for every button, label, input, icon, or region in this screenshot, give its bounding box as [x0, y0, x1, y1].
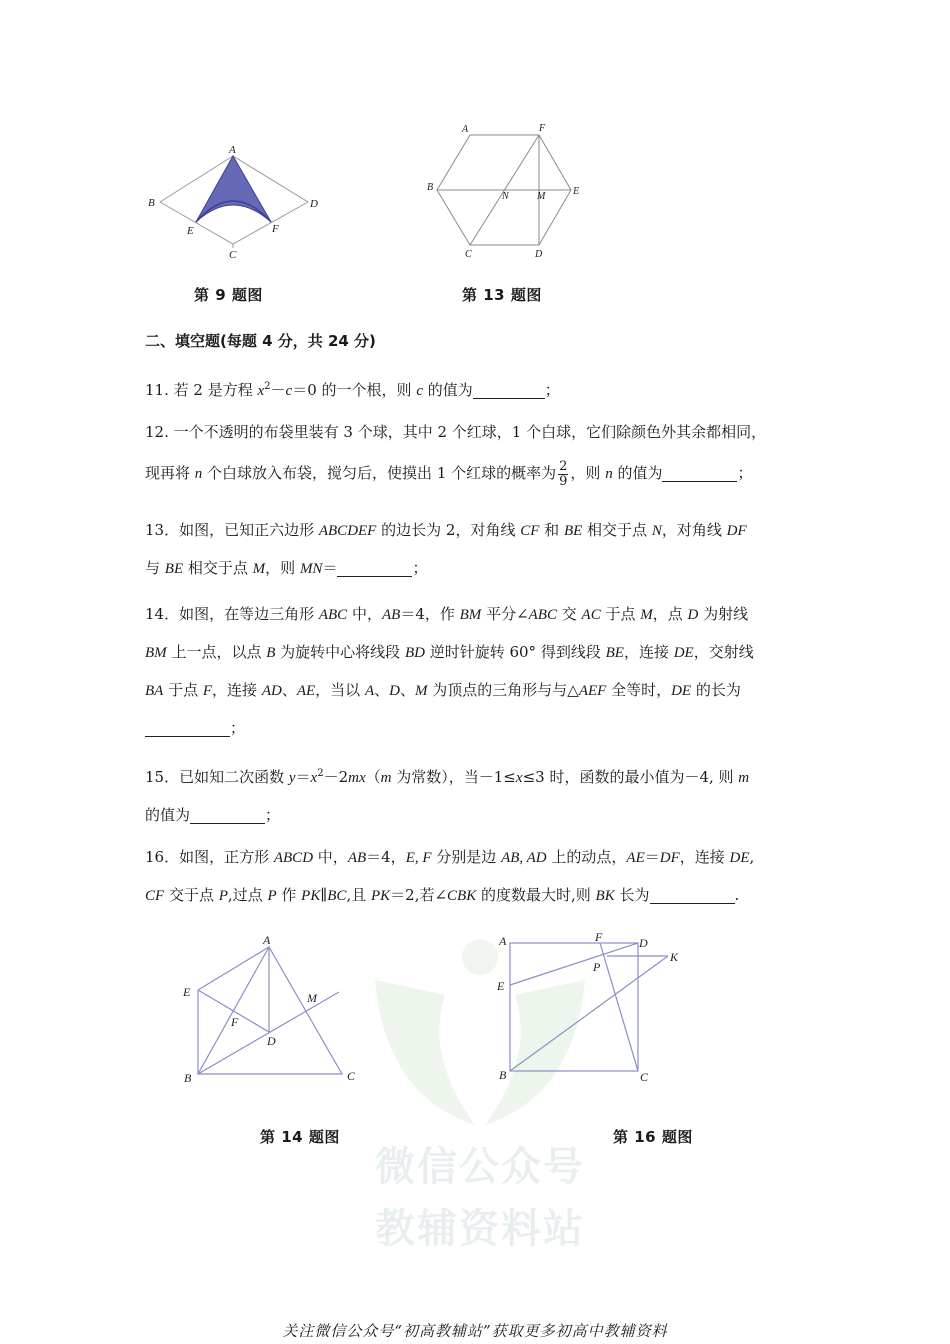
q16-var: CBK: [447, 888, 477, 904]
figure-14: [175, 930, 370, 1090]
q16-var: P: [267, 888, 277, 904]
q14-var: ABC: [318, 607, 348, 623]
q14-text: ＝4，作: [400, 605, 460, 623]
q11-text: ＝0 的一个根，则: [292, 381, 417, 399]
q13-text: 的边长为 2，对角线: [376, 521, 521, 539]
q12-var-n: n: [194, 466, 203, 482]
q16-var: AB, AD: [501, 850, 547, 866]
q14-text: 全等时，: [606, 681, 672, 699]
q16-text: 16．如图，正方形: [145, 848, 274, 866]
q12-text: 的值为: [612, 464, 663, 482]
q14-text: 逆时针旋转 60° 得到线段: [424, 643, 606, 661]
label-D: D: [267, 1034, 276, 1048]
q14-text: 、: [374, 681, 390, 699]
label-F: F: [272, 223, 279, 235]
q14-text: 平分∠: [481, 605, 529, 623]
label-K: K: [670, 950, 679, 964]
q13-var: DF: [726, 523, 747, 539]
q16-text: 的度数最大时,则: [476, 886, 596, 904]
q14-text: 为旋转中心将线段: [275, 643, 405, 661]
figure-13: [425, 118, 590, 263]
label-E: E: [187, 225, 194, 237]
q13-text: 和: [539, 521, 564, 539]
q16-var: AE: [626, 850, 645, 866]
answer-blank[interactable]: [337, 558, 412, 577]
q11-var-x: x: [257, 383, 265, 399]
q14-text: ，连接: [212, 681, 262, 699]
q11-sup: 2: [264, 381, 271, 392]
q11-text: 11. 若 2 是方程: [145, 381, 258, 399]
label-A: A: [229, 144, 236, 156]
q16-text: ∥: [320, 886, 328, 904]
q14-text: 的长为: [691, 681, 741, 699]
q15-var: mx: [348, 770, 366, 786]
label-C: C: [465, 249, 472, 260]
q16-text: 交于点: [164, 886, 219, 904]
q16-text: 长为: [614, 886, 650, 904]
label-B: B: [427, 182, 434, 193]
label-C: C: [347, 1069, 356, 1083]
question-15: [145, 755, 810, 834]
q13-var: ABCDEF: [318, 523, 377, 539]
figure-13-caption: 第 13 题图: [462, 286, 542, 304]
q14-var: BD: [404, 645, 425, 661]
q11-text: 的值为: [422, 381, 473, 399]
q14-var: BE: [605, 645, 624, 661]
label-M: M: [307, 991, 317, 1005]
label-B: B: [184, 1071, 192, 1085]
label-C: C: [229, 249, 237, 261]
q14-var: AE: [296, 683, 316, 699]
q14-var: D: [389, 683, 400, 699]
q14-text: 为顶点的三角形与与△: [427, 681, 579, 699]
q14-text: 、: [281, 681, 297, 699]
label-E: E: [183, 985, 191, 999]
q13-var: CF: [520, 523, 540, 539]
q16-var: BC: [327, 888, 347, 904]
label-M: M: [537, 191, 546, 202]
q14-var: AB: [381, 607, 401, 623]
figure-14-caption: 第 14 题图: [260, 1128, 340, 1146]
q14-text: 于点: [163, 681, 203, 699]
answer-blank[interactable]: [145, 718, 230, 737]
q13-var: MN: [299, 561, 323, 577]
q16-var: P: [218, 888, 228, 904]
fraction-numerator: 2: [559, 458, 568, 474]
q14-var: AD: [261, 683, 282, 699]
q16-text: ,: [749, 848, 755, 866]
q16-text: ＝: [644, 848, 660, 866]
q16-var: DF: [659, 850, 680, 866]
q12-text: 个白球放入布袋，搅匀后，使摸出 1 个红球的概率为: [202, 464, 557, 482]
answer-blank[interactable]: [650, 885, 735, 904]
q13-text: ，则: [265, 559, 300, 577]
q16-text: 分别是边: [431, 848, 502, 866]
q12-text: ；: [737, 464, 753, 482]
label-N: N: [502, 191, 509, 202]
q15-text: （: [365, 768, 381, 786]
q16-text: ，连接: [679, 848, 730, 866]
q14-text: 中，: [347, 605, 382, 623]
q12-var-n: n: [605, 466, 613, 482]
q15-var: m: [380, 770, 392, 786]
q14-var: DE: [671, 683, 692, 699]
q13-var: N: [651, 523, 662, 539]
q14-var: BA: [145, 683, 164, 699]
q15-sup: 2: [317, 768, 324, 779]
q11-var-c: c: [416, 383, 423, 399]
q16-var: CF: [145, 888, 165, 904]
q13-text: 相交于点: [582, 521, 652, 539]
label-A: A: [462, 124, 469, 135]
label-B: B: [148, 197, 155, 209]
label-F: F: [539, 123, 546, 134]
fraction: [558, 460, 568, 489]
label-D: D: [639, 936, 648, 950]
q14-text: 于点: [600, 605, 641, 623]
q15-text: 为常数），当－1≤: [391, 768, 516, 786]
label-F: F: [231, 1015, 239, 1029]
fraction-denominator: 9: [559, 473, 568, 489]
label-E: E: [497, 979, 505, 993]
label-P: P: [593, 960, 601, 974]
q14-text: 上一点，以点: [166, 643, 267, 661]
question-12: [145, 414, 810, 493]
q14-text: ；: [230, 719, 246, 737]
q14-var: BM: [459, 607, 482, 623]
watermark-line-2: 教辅资料站: [375, 1206, 585, 1252]
q16-var: E, F: [405, 850, 432, 866]
q13-text: 与: [145, 559, 165, 577]
q15-var: x: [310, 770, 318, 786]
q16-var: DE: [729, 850, 750, 866]
q12-line-1: 12. 一个不透明的布袋里装有 3 个球，其中 2 个红球，1 个白球，它们除颜色外其余都相同，: [145, 423, 767, 441]
q14-var: AC: [581, 607, 601, 623]
q11-var-c: c: [285, 383, 293, 399]
q16-text: ,过点: [227, 886, 268, 904]
figure-16: [490, 925, 690, 1090]
q14-var: A: [364, 683, 375, 699]
q14-text: ，交射线: [693, 643, 754, 661]
q16-text: 作: [276, 886, 302, 904]
q14-text: ，当以: [315, 681, 365, 699]
label-D: D: [535, 249, 543, 260]
footer-notice: 关注微信公众号“初高教辅站”获取更多初高中教辅资料: [282, 1322, 668, 1340]
label-E: E: [573, 186, 580, 197]
q14-var: AEF: [578, 683, 607, 699]
q14-var: M: [415, 683, 428, 699]
q16-var: AB: [347, 850, 367, 866]
q15-text: ＝: [295, 768, 311, 786]
q14-var: ABC: [528, 607, 557, 623]
q11-text: ；: [544, 381, 560, 399]
q16-text: ＝4，: [366, 848, 406, 866]
label-C: C: [640, 1070, 649, 1084]
q15-var: y: [288, 770, 296, 786]
q16-text: .: [734, 886, 740, 904]
q14-var: DE: [673, 645, 694, 661]
q13-text: 13．如图，已知正六边形: [145, 521, 319, 539]
answer-blank[interactable]: [662, 463, 737, 482]
q13-var: BE: [563, 523, 583, 539]
q13-text: 相交于点: [183, 559, 253, 577]
label-A: A: [263, 933, 271, 947]
question-14: [145, 596, 810, 747]
q13-text: ，对角线: [661, 521, 727, 539]
label-B: B: [499, 1068, 507, 1082]
q14-var: F: [202, 683, 213, 699]
figure-16-caption: 第 16 题图: [613, 1128, 693, 1146]
q16-var: PK: [301, 888, 321, 904]
figure-9-caption: 第 9 题图: [194, 286, 263, 304]
q16-var: ABCD: [273, 850, 314, 866]
q16-text: 中，: [313, 848, 348, 866]
q15-text: 15．已如知二次函数: [145, 768, 289, 786]
q14-text: 为射线: [698, 605, 749, 623]
figure-9: [140, 140, 330, 265]
q15-text: 的值为: [145, 806, 191, 824]
q13-text: ＝: [322, 559, 338, 577]
q15-text: ；: [265, 806, 281, 824]
watermark-line-1: 微信公众号: [375, 1144, 585, 1190]
q14-text: 14．如图，在等边三角形: [145, 605, 319, 623]
q14-var: M: [640, 607, 653, 623]
q11-text: －: [270, 381, 286, 399]
q13-text: ；: [412, 559, 428, 577]
q13-var: M: [252, 561, 266, 577]
q14-text: 交: [556, 605, 582, 623]
q12-text: 现再将: [145, 464, 195, 482]
label-A: A: [499, 934, 507, 948]
q15-text: －2: [323, 768, 349, 786]
q14-text: ，连接: [623, 643, 674, 661]
q16-text: ＝2,若∠: [390, 886, 448, 904]
q14-var: B: [266, 645, 276, 661]
q12-text: ，则: [570, 464, 606, 482]
question-11: [145, 368, 810, 410]
q15-var: m: [738, 770, 750, 786]
q14-var: BM: [145, 645, 167, 661]
q13-var: BE: [164, 561, 184, 577]
question-16: [145, 839, 810, 915]
q15-text: ≤3 时，函数的最小值为－4, 则: [522, 768, 739, 786]
q16-text: 上的动点，: [546, 848, 627, 866]
section-heading: 二、填空题(每题 4 分，共 24 分): [145, 332, 376, 350]
q16-text: ,且: [346, 886, 371, 904]
q16-var: PK: [370, 888, 391, 904]
q14-var: D: [687, 607, 699, 623]
label-F: F: [595, 930, 603, 944]
answer-blank[interactable]: [190, 805, 265, 824]
question-13: [145, 512, 810, 588]
q14-text: 、: [399, 681, 415, 699]
label-D: D: [310, 198, 318, 210]
q15-var: x: [515, 770, 523, 786]
q16-var: BK: [595, 888, 615, 904]
answer-blank[interactable]: [473, 380, 545, 399]
q14-text: ，点: [652, 605, 688, 623]
